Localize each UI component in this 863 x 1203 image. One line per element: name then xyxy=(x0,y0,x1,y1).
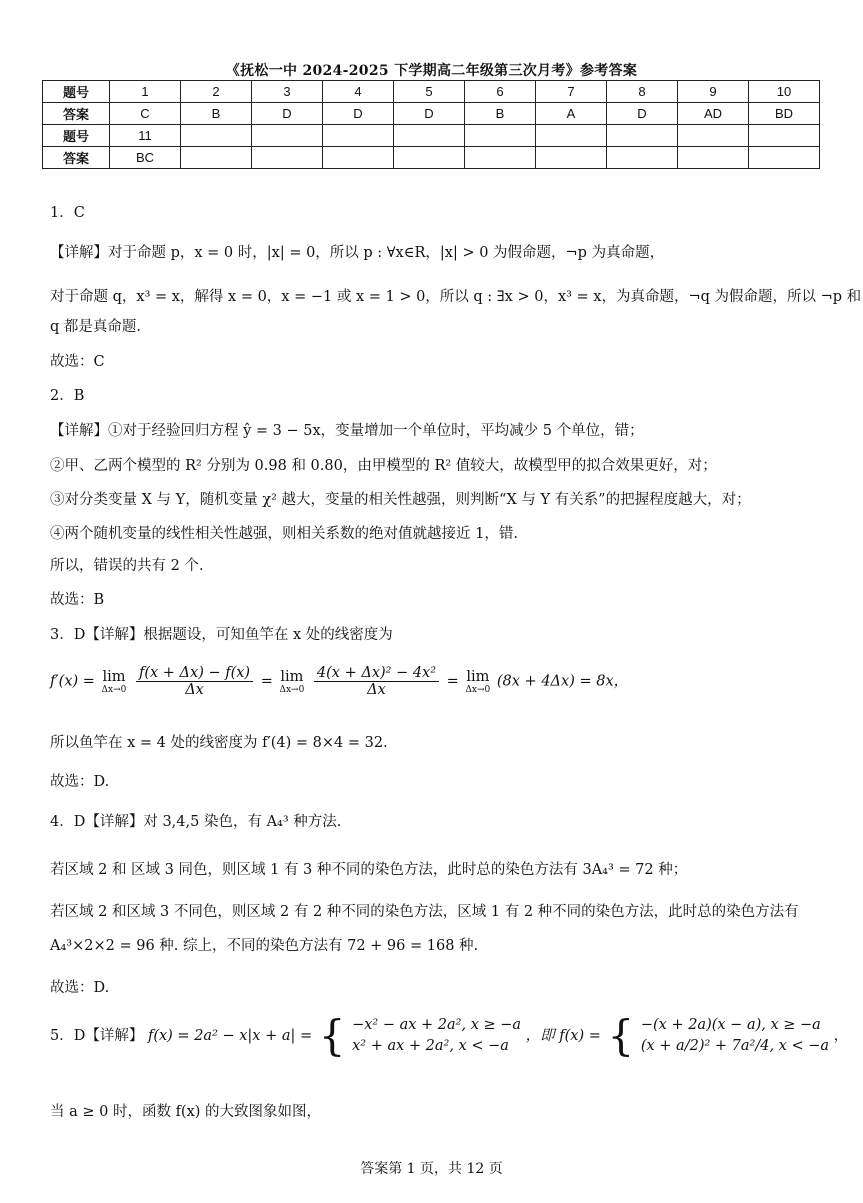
table-cell xyxy=(536,147,607,169)
substituted-quotient: $\frac{\text{4(x + Δx)² − 4x²}}{\Delta x}$ xyxy=(314,665,439,698)
row-label: 题号 xyxy=(43,81,110,103)
q3-derivative-formula: f′(x) = lim Δx→0 $\frac{f(x + \Delta x) - f(x)}{\Delta x}$ = lim Δx→0 $\frac{\text{4(x + Δx)² − 4x²}}{\Delta x}$ = lim Δx→0 (8x + 4Δx) = 8x， xyxy=(50,665,629,698)
table-cell: 8 xyxy=(607,81,678,103)
table-cell: 5 xyxy=(394,81,465,103)
table-cell: BC xyxy=(110,147,181,169)
left-brace: { xyxy=(607,1011,635,1060)
q1-line: 对于命题 q，x³ = x，解得 x = 0，x = −1 或 x = 1 > 0，所以 q : ∃x > 0，x³ = x，为真命题，¬q 为假命题，所以 ¬p 和 xyxy=(50,289,862,305)
table-cell: C xyxy=(110,103,181,125)
table-cell xyxy=(181,125,252,147)
document-title: 《抚松一中 2024-2025 下学期高二年级第三次月考》参考答案 xyxy=(225,63,638,79)
table-cell: B xyxy=(181,103,252,125)
table-row xyxy=(43,125,820,147)
table-cell: 7 xyxy=(536,81,607,103)
q1-choice: 故选：C xyxy=(50,354,105,370)
q2-choice: 故选：B xyxy=(50,592,105,608)
table-cell xyxy=(323,125,394,147)
formula-lhs: f′(x) = xyxy=(50,673,95,690)
table-row xyxy=(43,103,820,125)
table-cell: D xyxy=(323,103,394,125)
answer-table xyxy=(42,80,820,169)
q2-line: ②甲、乙两个模型的 R² 分别为 0.98 和 0.80，由甲模型的 R² 值较大，故模型甲的拟合效果更好，对； xyxy=(50,458,717,474)
function-definition: f(x) = 2a² − x|x + a| = xyxy=(147,1028,313,1044)
case-line: −x² − ax + 2a², x ≥ −a xyxy=(352,1017,522,1033)
table-cell: 6 xyxy=(465,81,536,103)
q5-line: 当 a ≥ 0 时，函数 f(x) 的大致图象如图， xyxy=(50,1104,322,1120)
q3-line: 所以鱼竿在 x = 4 处的线密度为 f′(4) = 8×4 = 32. xyxy=(50,735,388,751)
table-cell: 9 xyxy=(678,81,749,103)
table-cell xyxy=(536,125,607,147)
q4-line: 若区域 2 和 区域 3 同色，则区域 1 有 3 种不同的染色方法，此时总的染色方法有 3A₄³ = 72 种； xyxy=(50,862,688,878)
q4-header: 4．D【详解】对 3,4,5 染色，有 A₄³ 种方法. xyxy=(50,814,342,830)
table-cell: D xyxy=(252,103,323,125)
table-cell xyxy=(749,125,820,147)
row-label: 答案 xyxy=(43,147,110,169)
page-footer: 答案第 1 页，共 12 页 xyxy=(360,1161,503,1177)
table-cell xyxy=(749,147,820,169)
table-cell: D xyxy=(394,103,465,125)
table-cell xyxy=(323,147,394,169)
q2-header: 2．B xyxy=(50,388,85,404)
q1-line: 【详解】对于命题 p，x = 0 时，|x| = 0，所以 p : ∀x∈R，|x| > 0 为假命题，¬p 为真命题， xyxy=(50,245,665,261)
table-cell: A xyxy=(536,103,607,125)
table-cell: 11 xyxy=(110,125,181,147)
table-cell xyxy=(607,125,678,147)
q5-piecewise-formula: 5．D【详解】 f(x) = 2a² − x|x + a| = { −x² − ax + 2a², x ≥ −a x² + ax + 2a², x < −a ，即 f(x) = { −(x + 2a)(x − a), x ≥ −a (x + a/2)² + 7a²/4, x < −a ， xyxy=(50,1011,849,1060)
q3-header: 3．D【详解】根据题设，可知鱼竿在 x 处的线密度为 xyxy=(50,627,393,643)
q2-line: 所以，错误的共有 2 个. xyxy=(50,558,204,574)
q4-line: 若区域 2 和区域 3 不同色，则区域 2 有 2 种不同的染色方法，区域 1 有 2 种不同的染色方法，此时总的染色方法有 xyxy=(50,904,799,920)
q2-line: ③对分类变量 X 与 Y，随机变量 χ² 越大，变量的相关性越强，则判断“X 与 Y 有关系”的把握程度越大，对； xyxy=(50,492,751,508)
table-row xyxy=(43,81,820,103)
table-cell xyxy=(394,147,465,169)
row-label: 题号 xyxy=(43,125,110,147)
table-cell xyxy=(465,125,536,147)
table-cell: 10 xyxy=(749,81,820,103)
piecewise-cases xyxy=(641,1015,829,1057)
q1-header: 1．C xyxy=(50,205,85,221)
formula-result: (8x + 4Δx) = 8x， xyxy=(496,673,629,690)
limit-operator: lim Δx→0 xyxy=(465,668,491,695)
q2-line: ④两个随机变量的线性相关性越强，则相关系数的绝对值就越接近 1，错. xyxy=(50,526,518,542)
q1-line: q 都是真命题. xyxy=(50,319,141,335)
q4-line: A₄³×2×2 = 96 种. 综上，不同的染色方法有 72 + 96 = 168 种. xyxy=(50,938,479,954)
equivalent-form-label: ，即 f(x) = xyxy=(525,1028,601,1044)
table-cell xyxy=(465,147,536,169)
table-cell: AD xyxy=(678,103,749,125)
left-brace: { xyxy=(318,1011,346,1060)
table-cell: 4 xyxy=(323,81,394,103)
table-cell xyxy=(607,147,678,169)
table-cell xyxy=(678,125,749,147)
difference-quotient: $\frac{f(x + \Delta x) - f(x)}{\Delta x}$ xyxy=(136,665,253,698)
table-cell: 1 xyxy=(110,81,181,103)
q2-line: 【详解】①对于经验回归方程 ŷ = 3 − 5x，变量增加一个单位时，平均减少 5 个单位，错； xyxy=(50,423,644,439)
table-row xyxy=(43,147,820,169)
q5-header: 5．D【详解】 xyxy=(50,1028,144,1044)
table-cell xyxy=(181,147,252,169)
table-cell: 3 xyxy=(252,81,323,103)
piecewise-cases xyxy=(352,1015,521,1057)
row-label: 答案 xyxy=(43,103,110,125)
q4-choice: 故选：D. xyxy=(50,980,110,996)
table-cell: D xyxy=(607,103,678,125)
q3-choice: 故选：D. xyxy=(50,774,110,790)
table-cell xyxy=(394,125,465,147)
limit-operator: lim Δx→0 xyxy=(101,668,127,695)
case-line: −(x + 2a)(x − a), x ≥ −a xyxy=(640,1017,821,1033)
case-line: x² + ax + 2a², x < −a xyxy=(352,1038,509,1054)
case-line: (x + a/2)² + 7a²/4, x < −a xyxy=(640,1038,830,1054)
table-cell: BD xyxy=(749,103,820,125)
table-cell xyxy=(252,147,323,169)
table-cell xyxy=(252,125,323,147)
table-cell: 2 xyxy=(181,81,252,103)
limit-operator: lim Δx→0 xyxy=(279,668,305,695)
table-cell: B xyxy=(465,103,536,125)
table-cell xyxy=(678,147,749,169)
